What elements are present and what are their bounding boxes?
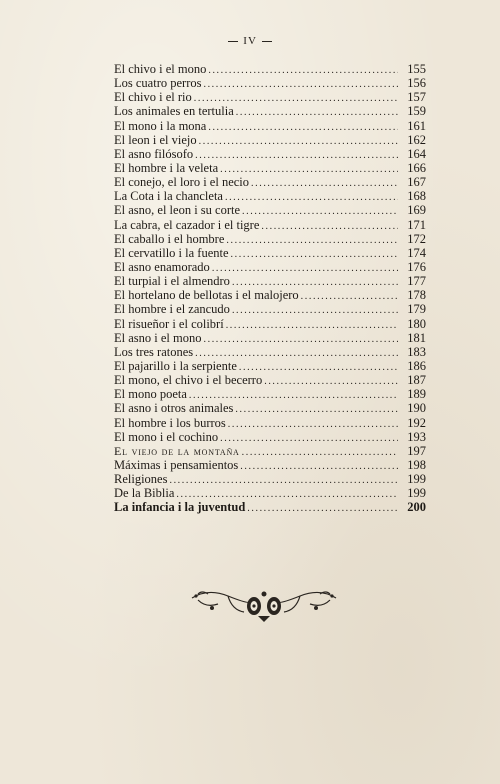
- toc-entry-title: Los animales en tertulia: [114, 104, 234, 119]
- toc-entry: [114, 345, 426, 359]
- dot-leader: [226, 234, 398, 248]
- toc-entry: [114, 317, 426, 331]
- toc-entry: [114, 260, 426, 274]
- toc-entry-title: El hortelano de bellotas i el malojero: [114, 288, 299, 303]
- toc-entry-title: El pajarillo i la serpiente: [114, 358, 237, 373]
- dot-leader: [239, 361, 398, 375]
- toc-entry-page: 177: [407, 274, 426, 289]
- toc-entry: [114, 218, 426, 232]
- toc-entry-page: 169: [407, 203, 426, 218]
- toc-entry-page: 157: [407, 90, 426, 105]
- page-header: [0, 35, 500, 47]
- toc-entry-title: El hombre i la veleta: [114, 160, 219, 175]
- toc-entry: [114, 189, 426, 203]
- dot-leader: [232, 304, 398, 318]
- dot-leader: [242, 446, 398, 460]
- toc-entry: [114, 203, 426, 217]
- toc-entry-page: 156: [407, 76, 426, 91]
- dot-leader: [301, 290, 398, 304]
- dot-leader: [226, 319, 398, 333]
- dot-leader: [208, 121, 398, 135]
- dot-leader: [240, 460, 398, 474]
- toc-entry-title: El mono, el chivo i el becerro: [114, 373, 263, 388]
- toc-entry: [114, 133, 426, 147]
- toc-entry-page: 179: [407, 302, 426, 317]
- toc-entry: [114, 175, 426, 189]
- toc-entry-page: 186: [407, 358, 426, 373]
- dot-leader: [264, 375, 398, 389]
- toc-entry-page: 198: [407, 457, 426, 472]
- dot-leader: [231, 248, 398, 262]
- toc-entry-page: 164: [407, 146, 426, 161]
- toc-entry: [114, 104, 426, 118]
- toc-entry-page: 155: [407, 62, 426, 76]
- dot-leader: [195, 149, 398, 163]
- toc-entry-page: 200: [407, 500, 426, 515]
- toc-entry-page: 174: [407, 245, 426, 260]
- toc-entry: [114, 472, 426, 486]
- toc-entry-title: El asno filósofo: [114, 146, 194, 161]
- floral-vignette-icon: [188, 584, 340, 624]
- toc-entry-title: Los cuatro perros: [114, 76, 202, 91]
- dot-leader: [199, 135, 398, 149]
- toc-entry: [114, 486, 426, 500]
- toc-entry-title: El hombre i los burros: [114, 415, 226, 430]
- toc-entry: [114, 302, 426, 316]
- toc-entry: [114, 147, 426, 161]
- toc-entry: [114, 331, 426, 345]
- toc-entry-page: 199: [407, 472, 426, 487]
- dot-leader: [225, 191, 398, 205]
- toc-entry: [114, 444, 426, 458]
- toc-entry-page: 162: [407, 132, 426, 147]
- dot-leader: [169, 474, 398, 488]
- dot-leader: [228, 418, 398, 432]
- toc-entry-title: La Cota i la chancleta: [114, 189, 223, 204]
- toc-entry-title: El hombre i el zancudo: [114, 302, 230, 317]
- toc-entry-title: El turpial i el almendro: [114, 274, 230, 289]
- dot-leader: [242, 205, 398, 219]
- toc-entry: [114, 430, 426, 444]
- toc-entry: [114, 232, 426, 246]
- toc-entry-title: El mono i el cochino: [114, 429, 219, 444]
- toc-entry-page: 167: [407, 175, 426, 190]
- toc-entry-title: El chivo i el mono: [114, 62, 207, 76]
- dot-leader: [251, 177, 398, 191]
- toc-entry: [114, 458, 426, 472]
- toc-entry-page: 168: [407, 189, 426, 204]
- toc-entry-title: El asno i otros animales: [114, 401, 234, 416]
- toc-entry-page: 190: [407, 401, 426, 416]
- toc-entry-title: La cabra, el cazador i el tigre: [114, 217, 260, 232]
- toc-entry-title: El cervatillo i la fuente: [114, 245, 229, 260]
- toc-entry-page: 183: [407, 344, 426, 359]
- toc-entry-page: 161: [407, 118, 426, 133]
- toc-entry: [114, 359, 426, 373]
- toc-entry-title: El conejo, el loro i el necio: [114, 175, 250, 190]
- toc-entry-page: 180: [407, 316, 426, 331]
- toc-entry: [114, 373, 426, 387]
- dot-leader: [247, 502, 398, 516]
- page-number-roman: IV: [243, 35, 257, 47]
- toc-entry: [114, 416, 426, 430]
- dot-leader: [220, 432, 398, 446]
- toc-entry-page: 172: [407, 231, 426, 246]
- toc-entry: [114, 274, 426, 288]
- header-rule-left: [228, 41, 238, 42]
- toc-entry-page: 197: [407, 443, 426, 458]
- toc-entry: [114, 90, 426, 104]
- toc-entry: [114, 401, 426, 415]
- toc-entry-page: 159: [407, 104, 426, 119]
- toc-entry: [114, 387, 426, 401]
- toc-entry-page: 199: [407, 486, 426, 501]
- toc-entry-title: El mono poeta: [114, 387, 187, 402]
- toc-entry-page: 166: [407, 160, 426, 175]
- toc-entry-page: 181: [407, 330, 426, 345]
- dot-leader: [235, 403, 398, 417]
- toc-entry-title: De la Biblia: [114, 486, 175, 501]
- toc-entry: [114, 288, 426, 302]
- toc-entry: [114, 246, 426, 260]
- toc-entry-page: 187: [407, 373, 426, 388]
- toc-entry-title: El mono i la mona: [114, 118, 207, 133]
- dot-leader: [236, 106, 398, 120]
- dot-leader: [261, 220, 398, 234]
- toc-entry-page: 193: [407, 429, 426, 444]
- toc-entry-title: El caballo i el hombre: [114, 231, 225, 246]
- dot-leader: [203, 78, 398, 92]
- toc-entry-title: El asno, el leon i su corte: [114, 203, 241, 218]
- toc-entry-title: La infancia i la juventud: [114, 500, 246, 515]
- toc-entry: [114, 62, 426, 76]
- toc-entry-title: Máximas i pensamientos: [114, 457, 239, 472]
- toc-entry: [114, 500, 426, 514]
- table-of-contents: [114, 62, 426, 515]
- toc-entry-title: Religiones: [114, 472, 168, 487]
- toc-entry: [114, 161, 426, 175]
- toc-entry-title: El risueñor i el colibrí: [114, 316, 224, 331]
- header-rule-right: [262, 41, 272, 42]
- toc-entry: [114, 119, 426, 133]
- toc-entry-page: 189: [407, 387, 426, 402]
- toc-entry-title: El viejo de la montaña: [114, 443, 240, 458]
- toc-entry-title: El leon i el viejo: [114, 132, 197, 147]
- toc-entry-title: Los tres ratones: [114, 344, 194, 359]
- toc-entry-page: 192: [407, 415, 426, 430]
- toc-entry: [114, 76, 426, 90]
- toc-entry-page: 176: [407, 259, 426, 274]
- dot-leader: [212, 262, 398, 276]
- dot-leader: [204, 333, 399, 347]
- toc-entry-title: El asno enamorado: [114, 259, 210, 274]
- toc-entry-page: 171: [407, 217, 426, 232]
- dot-leader: [208, 64, 398, 78]
- toc-entry-page: 178: [407, 288, 426, 303]
- toc-entry-title: El chivo i el rio: [114, 90, 192, 105]
- toc-entry-title: El asno i el mono: [114, 330, 202, 345]
